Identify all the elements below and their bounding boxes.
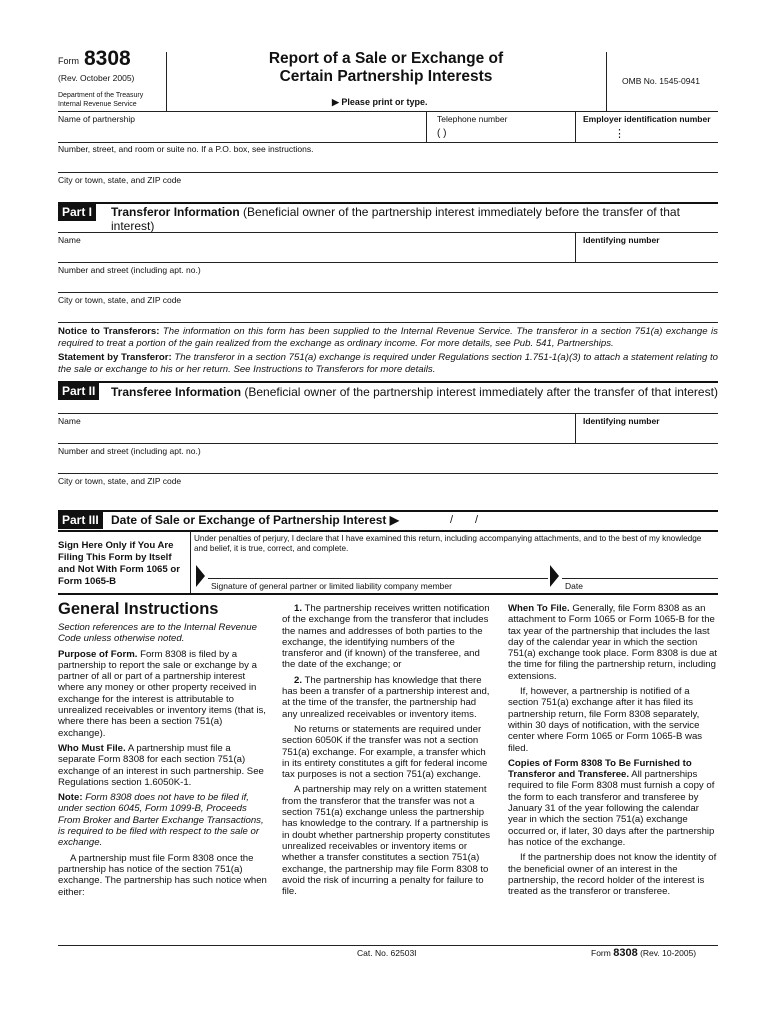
transferor-name-label: Name: [58, 235, 81, 245]
item-2-number: 2.: [294, 674, 303, 686]
transferee-street-label: Number and street (including apt. no.): [58, 446, 201, 456]
form-header: [0, 0, 768, 112]
part-2-heading: [111, 385, 719, 399]
part-3-title: Date of Sale or Exchange of Partnership Interest ▶: [111, 513, 399, 527]
part-1-title: Transferor Information: [111, 205, 240, 219]
date-slash-2: /: [475, 514, 479, 526]
partnership-street-label: Number, street, and room or suite no. If a P.O. box, see instructions.: [58, 144, 314, 154]
footer-form-label: Form: [591, 948, 611, 958]
ein-separator: ⋮: [614, 128, 625, 140]
title-line-1: Report of a Sale or Exchange of: [268, 50, 504, 67]
sign-here-heading: Sign Here Only if You Are Filing This Form by Itself and Not With Form 1065 or Form 1065-B: [58, 540, 180, 587]
footer-revision: (Rev. 10-2005): [640, 948, 697, 958]
ein-field[interactable]: [577, 124, 717, 142]
signature-label: Signature of general partner or limited liability company member: [211, 581, 452, 591]
partnership-name-label: Name of partnership: [58, 114, 136, 124]
transferor-city-field[interactable]: [58, 305, 718, 321]
part-2-tag: Part II: [58, 383, 99, 400]
note-text: Form 8308 does not have to be filed if, under section 6045, Form 1099-B, Proceeds From Broker and Barter Exchange Transactions, is required to be filed with respect to the sale or exchange.: [58, 792, 264, 849]
notice-transferors-text: The information on this form has been supplied to the Internal Revenue Service. The transferor in a section 751(a) exchange is required to treat a portion of the gain realized from the exchange as ordinary income. For more details, see Pub. 541, Partnerships.: [58, 326, 718, 349]
department-line: Department of the Treasury: [58, 92, 144, 99]
notice-to-transferors: [58, 326, 718, 349]
transferor-id-field[interactable]: [577, 245, 717, 261]
when-to-file-text: Generally, file Form 8308 as an attachment to Form 1065 or Form 1065-B for the tax year of the partnership that includes the last day of the calendar year in which the section 751(a) exchange took place. Form 8308 is due at the time for filing the partnership return, including extensions.: [508, 603, 718, 682]
copies-heading: Copies of Form 8308 To Be Furnished to Transferor and Transferee.: [508, 757, 692, 781]
part-2-title: Transferee Information: [111, 385, 242, 399]
transferor-street-field[interactable]: [58, 275, 718, 291]
notice-paragraph: A partnership must file Form 8308 once the partnership has notice of the section 751(a) exchange. The partnership has such notice when either:: [58, 852, 267, 898]
transferor-name-field[interactable]: [58, 245, 573, 261]
item-2-text: The partnership has knowledge that there has been a transfer of a partnership interest and, at the time of the transfer, the partnership had any unrealized receivables or inventory items.: [282, 674, 490, 720]
sign-date-field[interactable]: [564, 560, 714, 578]
part-1-heading: [111, 205, 719, 233]
signature-arrow-icon: [196, 565, 205, 587]
part-3-tag: Part III: [58, 512, 103, 529]
telephone-field[interactable]: [428, 124, 573, 142]
footer-form-id: [591, 947, 696, 959]
note-heading: Note:: [58, 792, 83, 804]
form-number: 8308: [84, 47, 131, 70]
title-line-2: Certain Partnership Interests: [279, 68, 493, 85]
date-slash-1: /: [450, 514, 454, 526]
part-2-description: (Beneficial owner of the partnership interest immediately after the transfer of that interest): [244, 385, 718, 399]
ein-label: Employer identification number: [583, 114, 711, 124]
part-1-description: (Beneficial owner of the partnership interest immediately before the transfer of that interest): [111, 205, 680, 233]
who-must-file-heading: Who Must File.: [58, 742, 126, 754]
form-label: Form: [58, 56, 79, 66]
transferor-street-label: Number and street (including apt. no.): [58, 265, 201, 275]
transferee-street-field[interactable]: [58, 456, 718, 472]
date-label: Date: [565, 581, 583, 591]
transferee-city-label: City or town, state, and ZIP code: [58, 476, 182, 486]
exchange-date-field[interactable]: [425, 511, 515, 528]
purpose-text: Form 8308 is filed by a partnership to report the sale or exchange by a partner of all or part of a partnership interest where any money or other property received in exchange for the interest is attributable to unrealized receivables or inventory items (that is, where there has been a section 751(a) exchange).: [58, 648, 266, 739]
late-notification-paragraph: If, however, a partnership is notified of a section 751(a) exchange after it has filed its partnership return, file Form 8308 separately, within 30 days of notification, with the service center where Form 1065 or Form 1065-B was filed.: [508, 686, 703, 754]
date-arrow-icon: [550, 565, 559, 587]
record-holder-paragraph: If the partnership does not know the identity of the beneficial owner of an interest in the partnership, the record holder of the interest is treated as the transferor or transferee.: [508, 852, 717, 898]
service-line: Internal Revenue Service: [58, 101, 137, 108]
instructions-column-3: [508, 603, 720, 901]
general-instructions-heading: General Instructions: [58, 600, 219, 618]
partnership-city-label: City or town, state, and ZIP code: [58, 175, 182, 185]
revision-date: (Rev. October 2005): [58, 73, 135, 83]
partnership-name-field[interactable]: [58, 124, 424, 142]
telephone-parens: ( ): [437, 128, 447, 139]
print-note: ▶ Please print or type.: [332, 97, 428, 107]
transferor-id-label: Identifying number: [583, 235, 660, 245]
transferee-name-label: Name: [58, 416, 81, 426]
section-references-note: Section references are to the Internal Revenue Code unless otherwise noted.: [58, 622, 257, 645]
written-statement-paragraph: A partnership may rely on a written statement from the transferor that the transfer was not a section 751(a) exchange unless the partnership has knowledge to the contrary. If a partnership is in doubt whether partnership property constitutes unrealized receivables or inventory items or whether a transfer constitutes a section 751(a) exchange, the partnership may file Form 8308 to avoid the risk of incurring a penalty for failure to file.: [282, 784, 490, 898]
signature-field[interactable]: [210, 560, 540, 578]
telephone-label: Telephone number: [437, 114, 508, 124]
footer-form-number: 8308: [613, 947, 638, 959]
statement-text: The transferor in a section 751(a) exchange is required under Regulations section 1.751-1(a)(3) to attach a statement relating to the sale or exchange to his or her return. See Instructions to Transferors for more details.: [58, 352, 718, 375]
form-title: [166, 50, 606, 86]
no-returns-paragraph: No returns or statements are required under section 6050K if the transfer was not a section 751(a) exchange. For example, a transfer which in its entirety constitutes a gift for federal income tax purposes is not a section 751(a) exchange.: [282, 723, 488, 781]
part-1-tag: Part I: [58, 204, 96, 221]
transferee-id-label: Identifying number: [583, 416, 660, 426]
instructions-column-2: [282, 603, 494, 901]
statement-heading: Statement by Transferor:: [58, 352, 172, 363]
perjury-statement: Under penalties of perjury, I declare that I have examined this return, including accompanying attachments, and to the best of my knowledge and belief, it is true, correct, and complete.: [194, 534, 702, 553]
transferee-id-field[interactable]: [577, 426, 717, 442]
instructions-column-1: [58, 622, 270, 902]
partnership-city-field[interactable]: [58, 185, 718, 201]
transferee-city-field[interactable]: [58, 486, 718, 502]
transferor-city-label: City or town, state, and ZIP code: [58, 295, 182, 305]
purpose-heading: Purpose of Form.: [58, 648, 138, 660]
item-1-number: 1.: [294, 603, 303, 614]
transferee-name-field[interactable]: [58, 426, 573, 442]
when-to-file-heading: When To File.: [508, 603, 570, 614]
statement-by-transferor: [58, 352, 718, 375]
item-1-text: The partnership receives written notification of the exchange from the transferor that includes the names and addresses of both parties to the exchange, the identifying numbers of the transferor and (if known) of the transferee, and the date of the exchange; or: [282, 603, 490, 671]
partnership-street-field[interactable]: [58, 154, 718, 171]
catalog-number: Cat. No. 62503I: [357, 948, 417, 958]
notice-transferors-heading: Notice to Transferors:: [58, 326, 160, 337]
copies-text: All partnerships required to file Form 8308 must furnish a copy of the form to each transferor and transferee by January 31 of the year following the calendar year in which the section 751(a) exchange occurred or, if later, 30 days after the partnership has notice of the exchange.: [508, 769, 715, 848]
omb-number: OMB No. 1545-0941: [622, 76, 700, 86]
who-must-file-text: A partnership must file a separate Form 8308 for each section 751(a) exchange of an interest in such partnership. See Regulations section 1.6050K-1.: [58, 742, 264, 788]
